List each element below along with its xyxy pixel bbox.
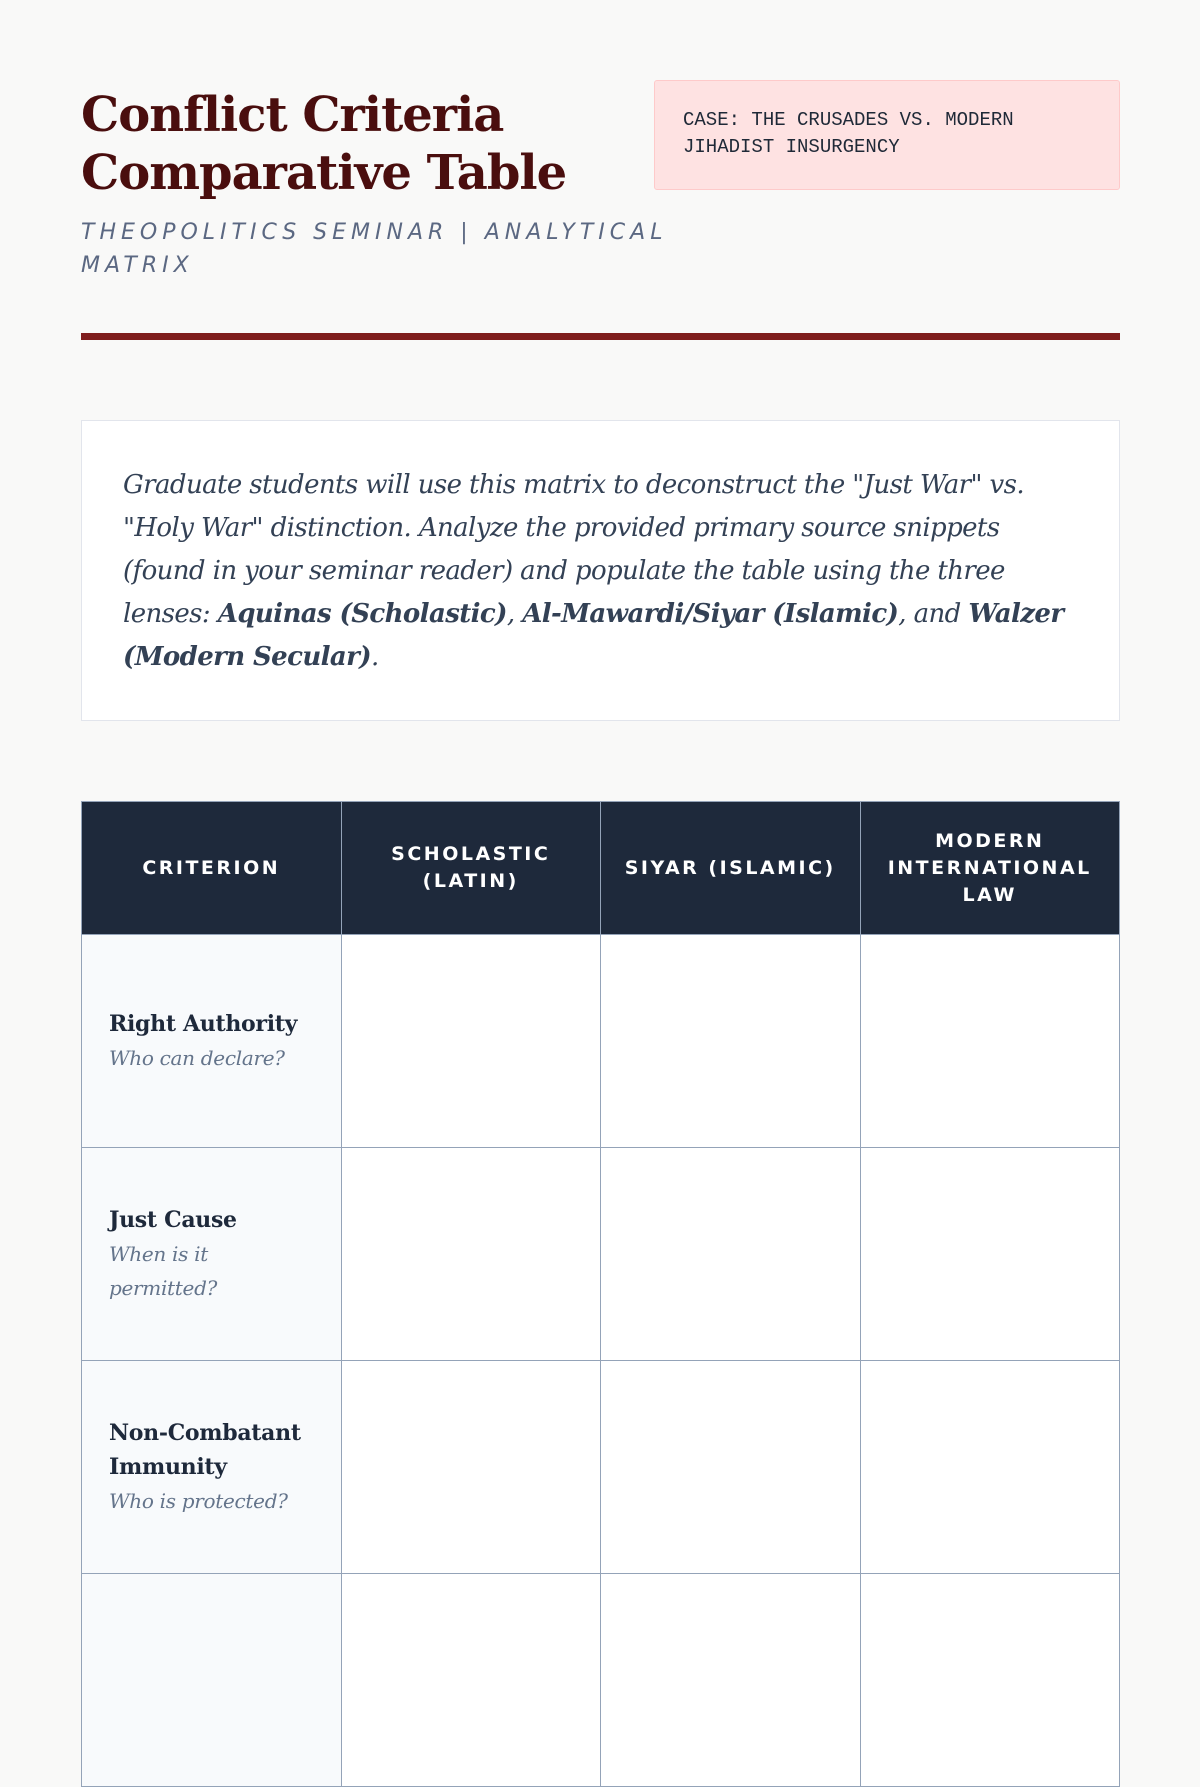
answer-cell-siyar[interactable] <box>601 1148 861 1361</box>
matrix-header-row <box>82 802 1120 935</box>
page-header <box>81 80 1120 340</box>
answer-cell-scholastic[interactable] <box>341 1574 601 1787</box>
criterion-name: Non-Combatant Immunity <box>109 1420 301 1480</box>
page-title: Conflict Criteria Comparative Table <box>81 87 567 201</box>
column-header-siyar: SIYAR (ISLAMIC) <box>601 802 861 935</box>
column-header-scholastic: SCHOLASTIC (LATIN) <box>341 802 601 935</box>
criterion-cell <box>82 1148 342 1361</box>
criterion-question: Who can declare? <box>109 1046 285 1070</box>
lens-scholastic: Aquinas (Scholastic) <box>217 599 507 629</box>
answer-cell-modern-law[interactable] <box>860 1361 1120 1574</box>
instructions-text: Graduate students will use this matrix to deconstruct the "Just War" vs. "Holy War" distinction. Analyze the provided primary source snippets (found in your seminar reader) and populate the table using the three lenses: <box>123 470 1024 629</box>
case-label: CASE: THE CRUSADES VS. MODERN JIHADIST INSURGENCY <box>654 80 1120 190</box>
criterion-cell <box>82 1361 342 1574</box>
criterion-cell <box>82 1574 342 1787</box>
table-row <box>82 1148 1120 1361</box>
criterion-cell <box>82 935 342 1148</box>
criteria-matrix <box>81 801 1120 1787</box>
criterion-name: Right Authority <box>109 1011 298 1037</box>
answer-cell-siyar[interactable] <box>601 935 861 1148</box>
criterion-name: Just Cause <box>109 1207 237 1233</box>
instructions-box: Graduate students will use this matrix to deconstruct the "Just War" vs. "Holy War" distinction. Analyze the provided primary source snippets (found in your seminar reader) and populate the table using the three lenses: Aquinas (Scholastic), Al-Mawardi/Siyar (Islamic), and Walzer (Modern Secular). <box>81 420 1120 721</box>
answer-cell-scholastic[interactable] <box>341 1148 601 1361</box>
answer-cell-scholastic[interactable] <box>341 1361 601 1574</box>
table-row <box>82 1361 1120 1574</box>
answer-cell-modern-law[interactable] <box>860 1574 1120 1787</box>
lens-islamic: Al-Mawardi/Siyar (Islamic) <box>522 599 899 629</box>
header-divider <box>81 333 1120 340</box>
criterion-question: Who is protected? <box>109 1489 288 1513</box>
page-subtitle: THEOPOLITICS SEMINAR | ANALYTICAL MATRIX <box>81 220 668 278</box>
table-row <box>82 1574 1120 1787</box>
answer-cell-scholastic[interactable] <box>341 935 601 1148</box>
column-header-modern-law: MODERN INTERNATIONAL LAW <box>860 802 1120 935</box>
answer-cell-modern-law[interactable] <box>860 935 1120 1148</box>
criterion-question: When is it permitted? <box>109 1242 217 1300</box>
table-row <box>82 935 1120 1148</box>
column-header-criterion: CRITERION <box>82 802 342 935</box>
answer-cell-modern-law[interactable] <box>860 1148 1120 1361</box>
lens-secular: Walzer (Modern Secular) <box>123 599 1064 672</box>
answer-cell-siyar[interactable] <box>601 1574 861 1787</box>
answer-cell-siyar[interactable] <box>601 1361 861 1574</box>
